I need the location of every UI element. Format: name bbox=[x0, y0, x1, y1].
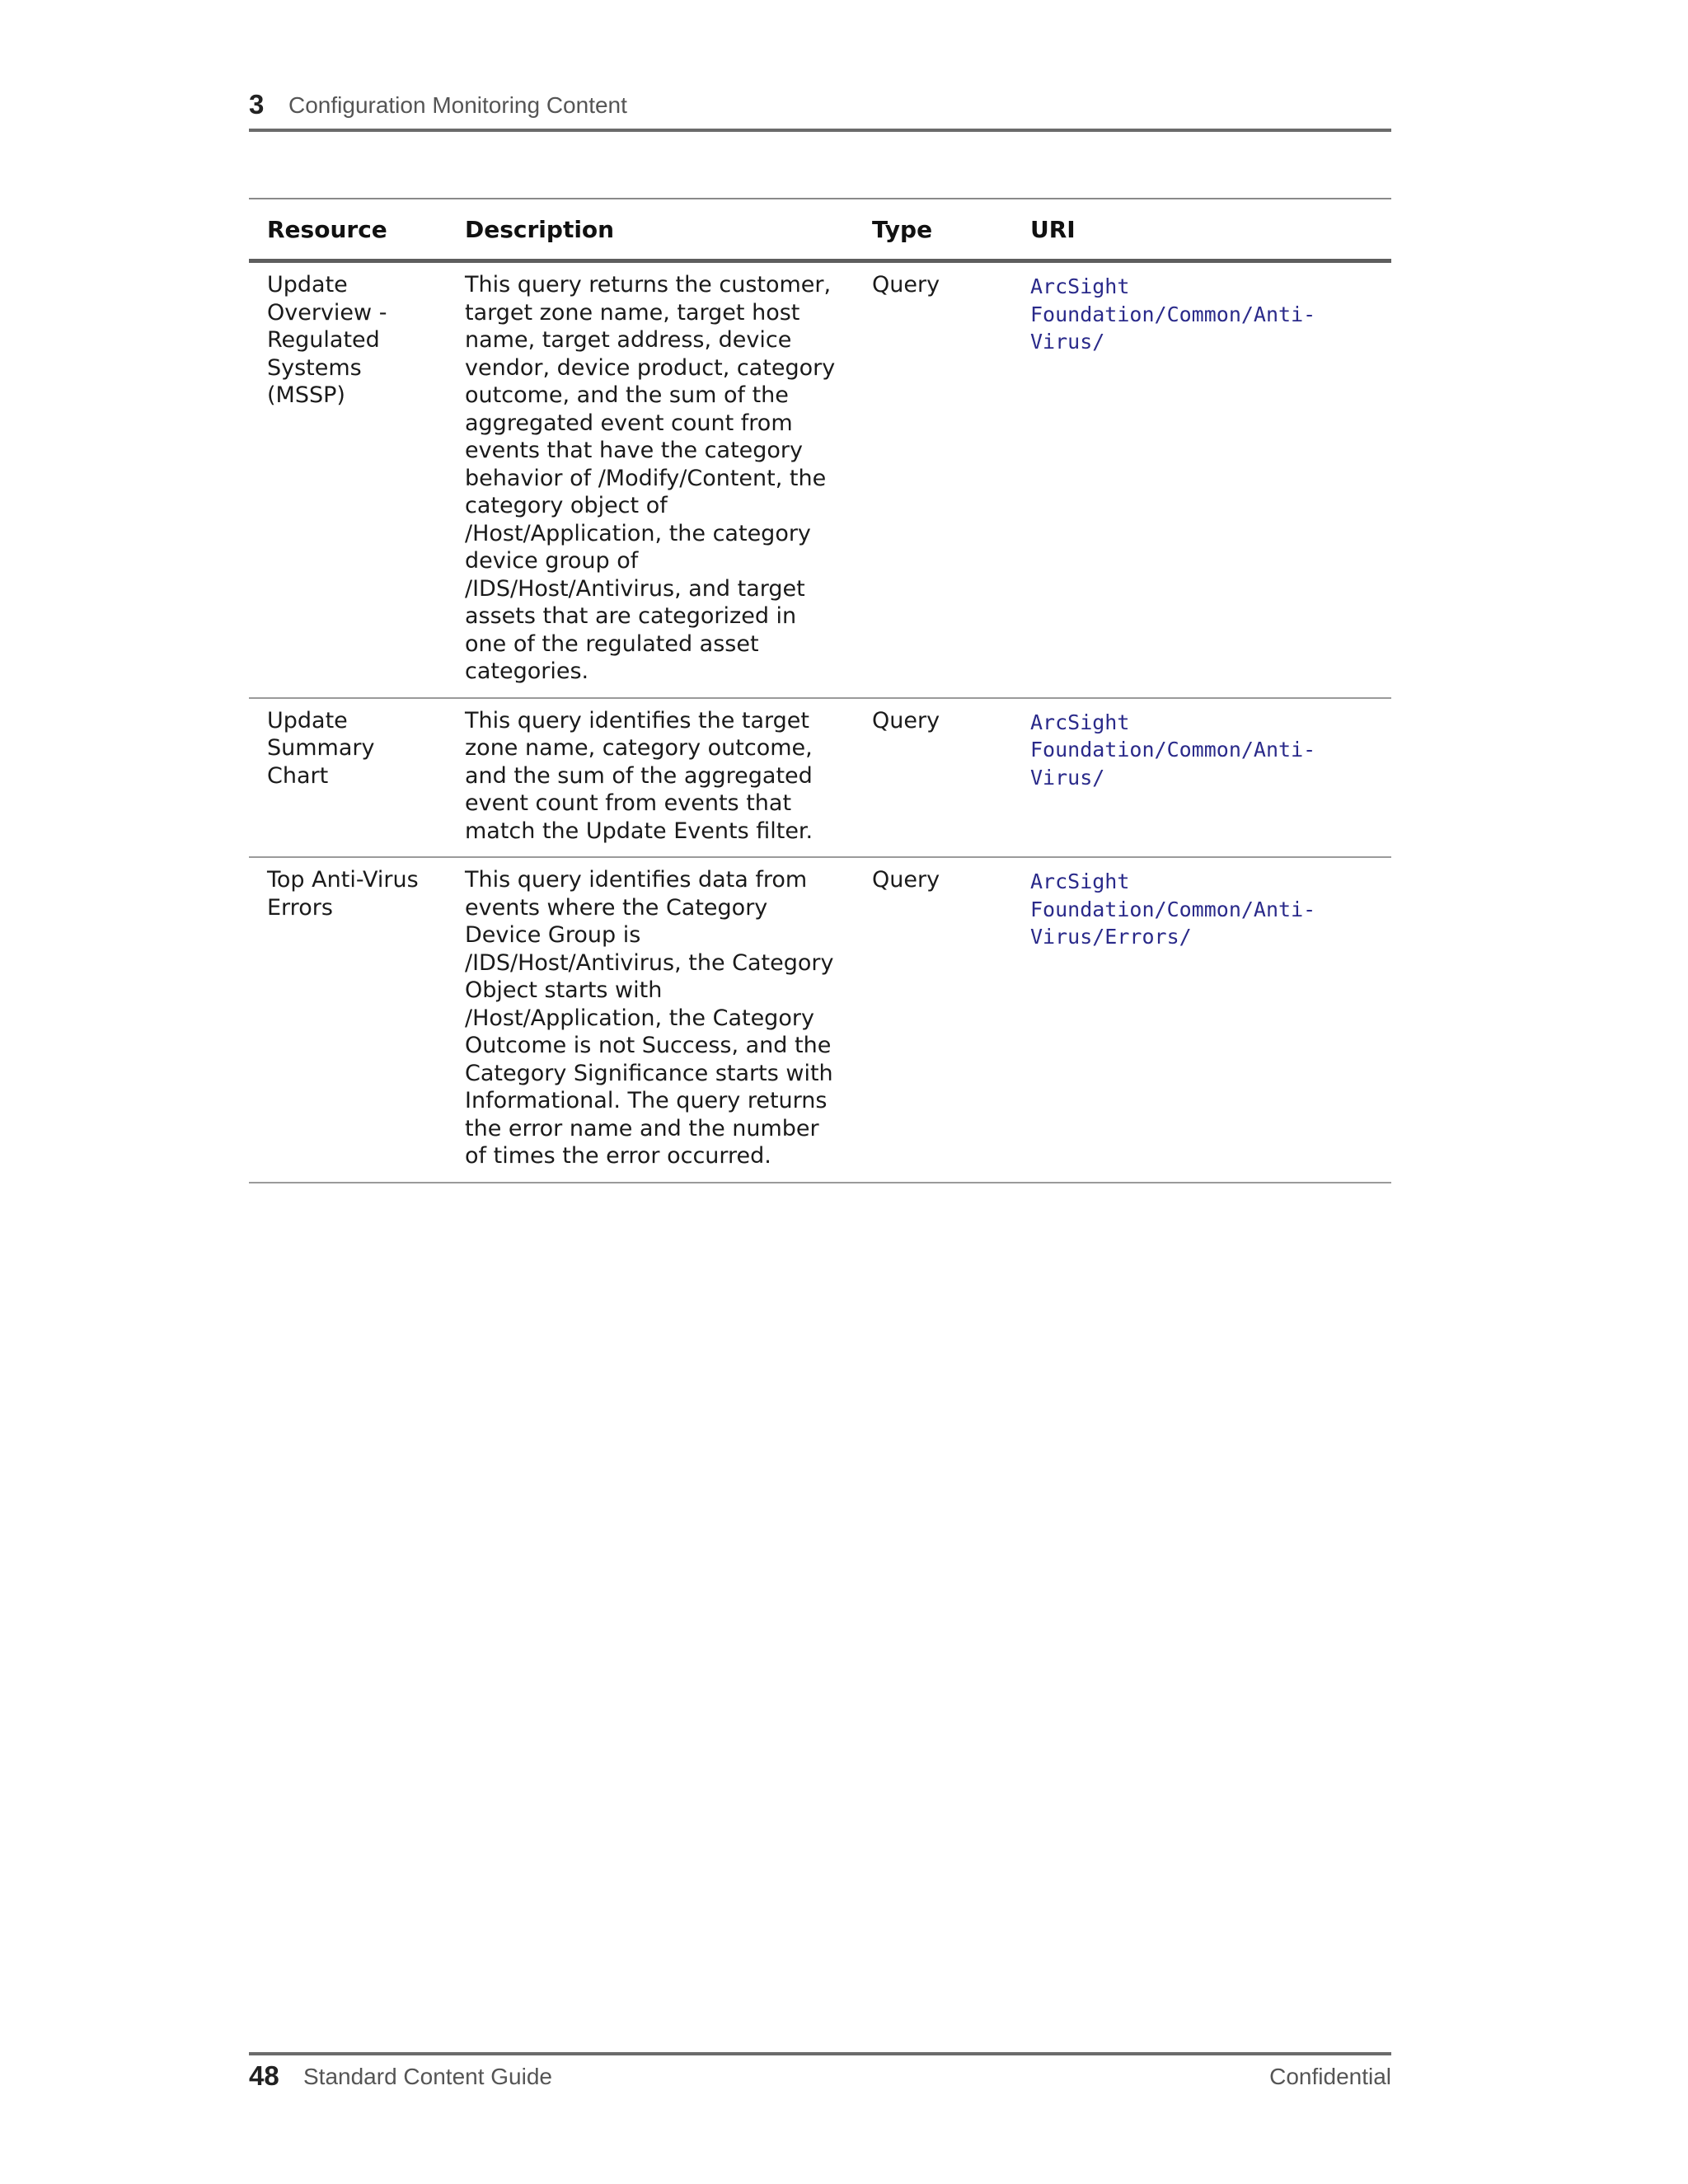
uri-line: ArcSight bbox=[1030, 869, 1130, 893]
resource-cell: Top Anti-Virus Errors bbox=[267, 867, 419, 921]
uri-line: ArcSight bbox=[1030, 274, 1130, 298]
page-header bbox=[249, 89, 1391, 132]
uri-line: Foundation/Common/Anti- bbox=[1030, 738, 1316, 762]
uri-line: Foundation/Common/Anti- bbox=[1030, 897, 1316, 921]
description-cell: This query identifies the target zone name, category outcome, and the sum of the aggregated event count from events that match the Update Events filter. bbox=[465, 707, 814, 844]
column-header-resource: Resource bbox=[267, 215, 387, 243]
table-row bbox=[249, 698, 1391, 858]
uri-line: Virus/ bbox=[1030, 765, 1105, 790]
description-cell: This query returns the customer, target zone name, target host name, target address, device vendor, device product, category outcome, and the sum of the aggregated event count from events that have the category behavior of /Modify/Content, the category object of /Host/Application, the category device group of /IDS/Host/Antivirus, and target assets that are categorized in one of the regulated asset categories. bbox=[465, 272, 836, 684]
type-cell: Query bbox=[872, 867, 940, 893]
description-cell: This query identifies data from events where the Category Device Group is /IDS/Host/Antivirus, the Category Object starts with /Host/Application, the Category Outcome is not Success, and the Category Significance starts with Informational. The query returns the error name and the number of times the error occurred. bbox=[465, 867, 834, 1169]
uri-line: Virus/Errors/ bbox=[1030, 925, 1192, 949]
uri-line: ArcSight bbox=[1030, 710, 1130, 734]
page-footer bbox=[249, 2052, 1391, 2093]
uri-cell bbox=[1012, 698, 1391, 858]
column-header-type: Type bbox=[872, 215, 933, 243]
chapter-number: 3 bbox=[249, 89, 265, 120]
type-cell: Query bbox=[872, 272, 940, 298]
column-header-uri: URI bbox=[1030, 215, 1076, 243]
resource-cell: Update Summary Chart bbox=[267, 707, 375, 789]
column-header-description: Description bbox=[465, 215, 615, 243]
page-number: 48 bbox=[249, 2060, 279, 2091]
uri-cell bbox=[1012, 857, 1391, 1183]
confidentiality-label: Confidential bbox=[1269, 2064, 1391, 2089]
table-header-row bbox=[249, 199, 1391, 261]
table-row bbox=[249, 261, 1391, 698]
chapter-title: Configuration Monitoring Content bbox=[288, 92, 627, 118]
type-cell: Query bbox=[872, 707, 940, 733]
resource-table bbox=[249, 198, 1391, 1183]
resource-cell: Update Overview - Regulated Systems (MSSP) bbox=[267, 272, 387, 408]
uri-cell bbox=[1012, 261, 1391, 698]
table-row bbox=[249, 857, 1391, 1183]
guide-title: Standard Content Guide bbox=[303, 2064, 552, 2089]
uri-line: Virus/ bbox=[1030, 330, 1105, 354]
uri-line: Foundation/Common/Anti- bbox=[1030, 302, 1316, 326]
